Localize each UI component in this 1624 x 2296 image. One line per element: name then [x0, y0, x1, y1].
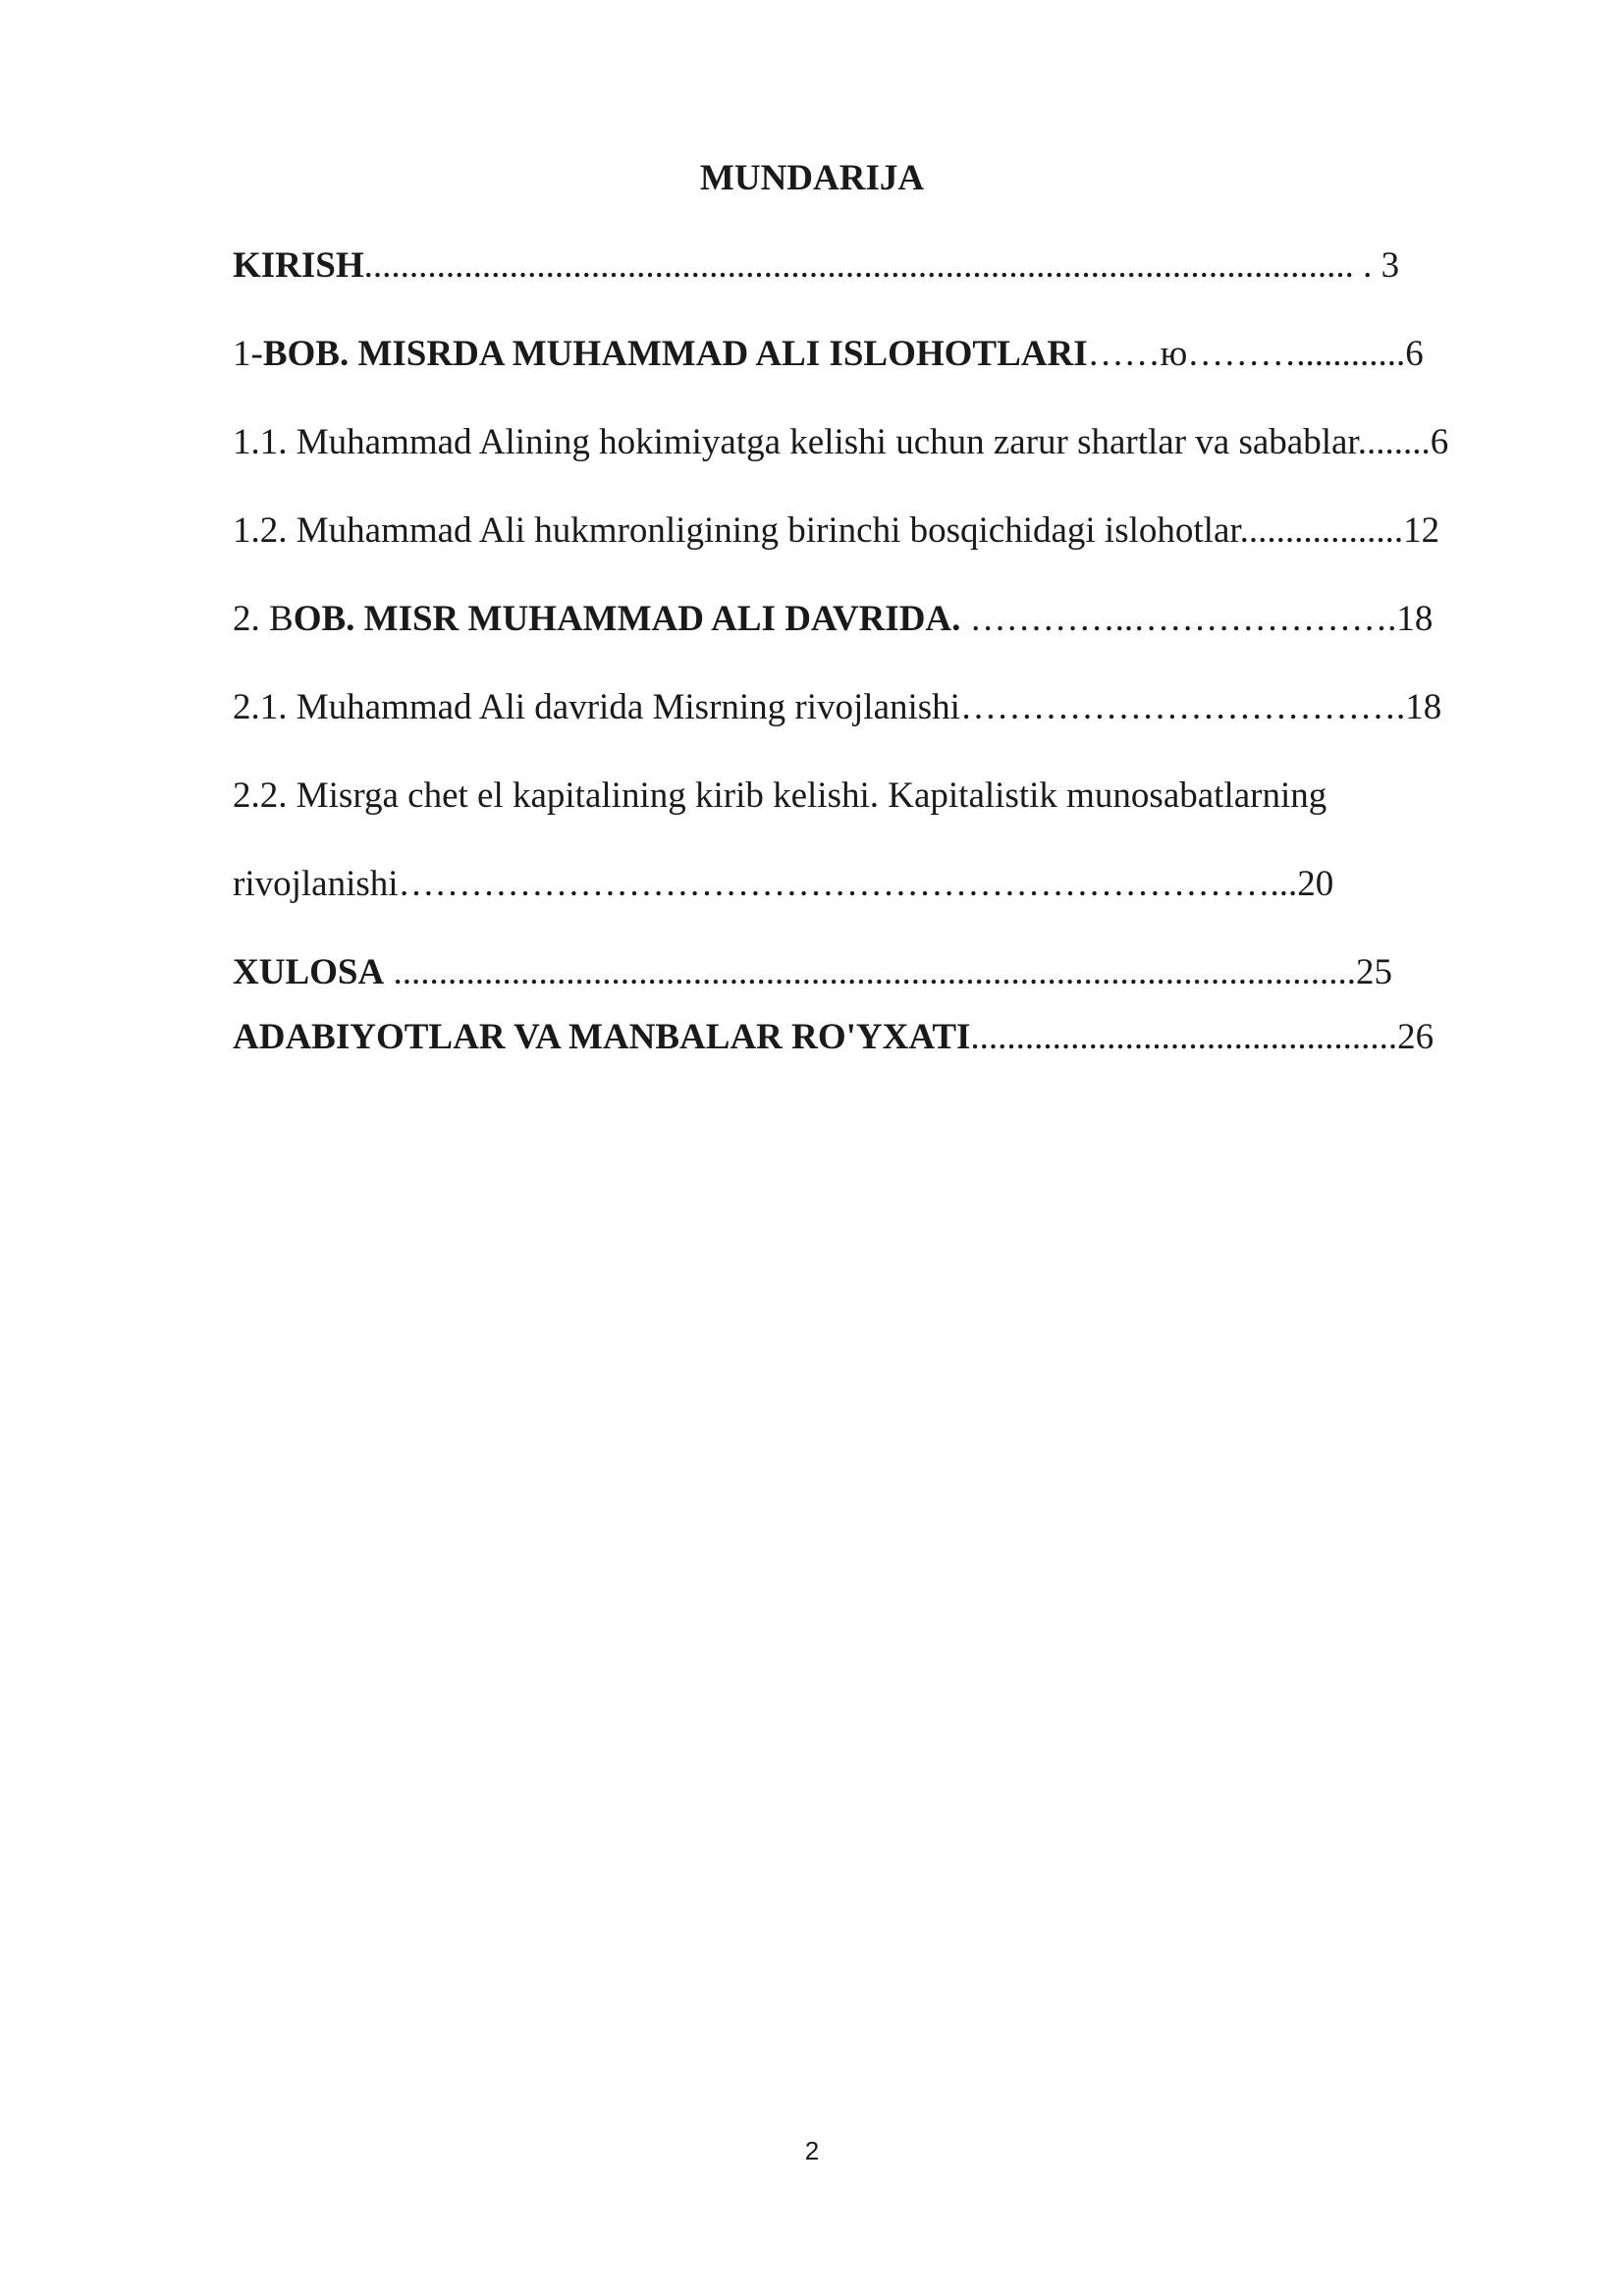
- toc-entry-label: BOB. MISRDA MUHAMMAD ALI ISLOHOTLARI: [262, 334, 1088, 374]
- toc-entry-label: OB. MISR MUHAMMAD ALI DAVRIDA.: [293, 599, 961, 639]
- toc-entry-2-1: 2.1. Muhammad Ali davrida Misrning rivojlanishi……………………………….18: [233, 687, 1442, 727]
- toc-entry-2-2-continued: rivojlanishi………………………………………………………………...20: [233, 864, 1334, 904]
- toc-entry-label: KIRISH: [233, 245, 364, 286]
- toc-entry-2-2: 2.2. Misrga chet el kapitalining kirib kelishi. Kapitalistik munosabatlarning: [233, 775, 1327, 816]
- toc-entry-leader: …………..………………….18: [960, 599, 1434, 639]
- toc-entry-prefix: 1-: [233, 334, 263, 374]
- toc-entry-kirish: [233, 242, 1399, 290]
- toc-entry-xulosa: [233, 949, 1392, 996]
- toc-entry-label: ADABIYOTLAR VA MANBALAR RO'YXATI: [233, 1017, 971, 1057]
- page-number: 2: [804, 2136, 820, 2165]
- toc-entry-prefix: 2. B: [233, 599, 294, 639]
- toc-entry-adabiyotlar: [233, 1014, 1434, 1061]
- toc-entry-leader: ...............................................26: [970, 1017, 1435, 1057]
- toc-entry-leader: ……ю………............6: [1087, 334, 1424, 374]
- toc-entry-chapter-2: [233, 596, 1433, 643]
- toc-entry-1-1: 1.1. Muhammad Alining hokimiyatga kelishi uchun zarur shartlar va sabablar........6: [233, 422, 1449, 462]
- toc-entry-leader: ..........................................................................................................25: [384, 952, 1392, 992]
- toc-entry-label: XULOSA: [233, 952, 385, 992]
- toc-title: MUNDARIJA: [699, 158, 925, 198]
- toc-entry-1-2: 1.2. Muhammad Ali hukmronligining birinchi bosqichidagi islohotlar..................12: [233, 510, 1440, 551]
- toc-entry-chapter-1: [233, 331, 1424, 378]
- toc-entry-leader: ............................................................................................................. . 3: [363, 245, 1400, 286]
